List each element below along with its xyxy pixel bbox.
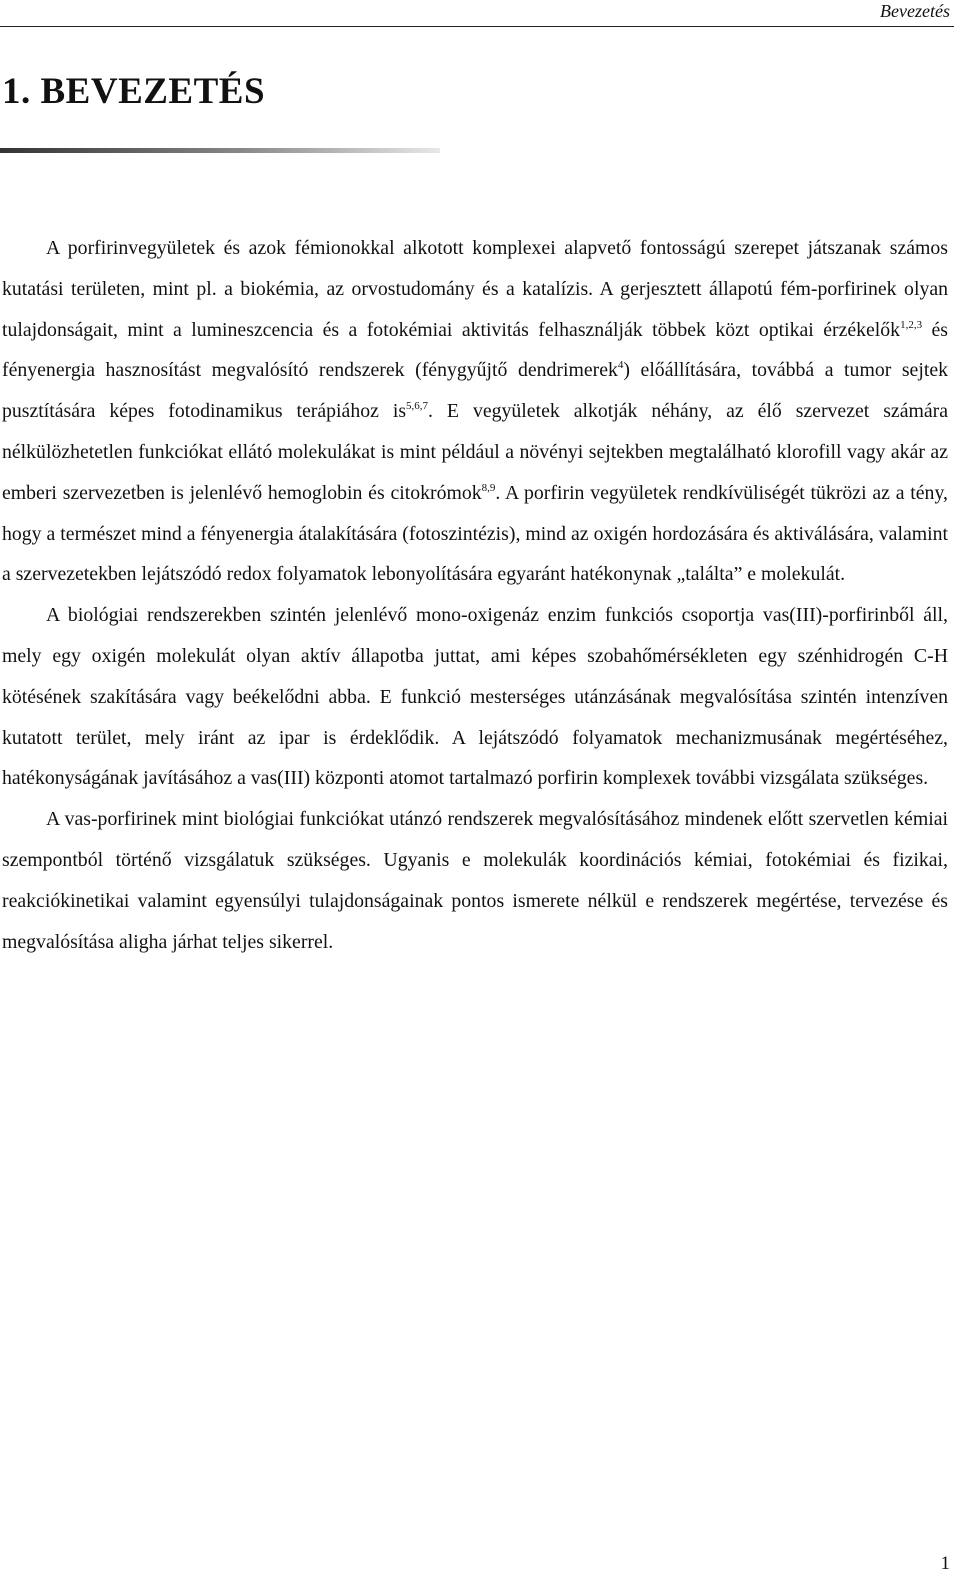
page-number: 1 <box>940 1553 950 1574</box>
chapter-title: 1. BEVEZETÉS <box>2 71 266 112</box>
text-run: . E vegyületek alkotják néhány, az élő szervezet számára nélkülözhetetlen funkciókat ellátó molekulákat is mint például a növényi sejtekben megtalálható klorofill vagy akár az emberi szervezetben is jelenlévő hemoglobin és citokrómok <box>2 400 949 504</box>
paragraph <box>2 799 948 962</box>
citation-superscript: 1,2,3 <box>900 318 923 331</box>
citation-superscript: 5,6,7 <box>406 400 429 413</box>
title-underline <box>0 148 440 153</box>
paragraph <box>2 228 948 595</box>
text-run: . A porfirin vegyületek rendkívüliségét tükrözi az a tény, hogy a természet mind a fényenergia átalakítására (fotoszintézis), mind az oxigén hordozására és aktiválására, valamint a szervezetekben lejátszódó redox folyamatok lebonyolítására egyaránt hatékonynak „találta” e molekulát. <box>2 481 948 586</box>
citation-superscript: 8,9 <box>481 481 496 494</box>
body-text <box>2 228 948 962</box>
running-header: Bevezetés <box>880 1 950 21</box>
citation-superscript: 4 <box>617 359 624 372</box>
text-run: és fényenergia hasznosítást megvalósító rendszerek (fénygyűjtő dendrimerek <box>2 318 948 382</box>
text-run: A porfirinvegyületek és azok fémionokkal alkotott komplexei alapvető fontosságú szerepet játszanak számos kutatási területen, mint pl. a biokémia, az orvostudomány és a katalízis. A gerjesztett állapotú fém-porfirinek olyan tulajdonságait, mint a lumineszcencia és a fotokémiai aktivitás felhasználják többek közt optikai érzékelők <box>2 237 948 341</box>
paragraph <box>2 595 948 799</box>
text-run: A biológiai rendszerekben szintén jelenlévő mono-oxigenáz enzim funkciós csoportja vas(III)-porfirinből áll, mely egy oxigén molekulát olyan aktív állapotba juttat, ami képes szobahőmérsékleten egy szénhidrogén C-H kötésének szakítására vagy beékelődni abba. E funkció mesterséges utánzásának megvalósítása szintén intenzíven kutatott terület, mely iránt az ipar is érdeklődik. A lejátszódó folyamatok mechanizmusának megértéséhez, hatékonyságának javításához a vas(III) központi atomot tartalmazó porfirin komplexek további vizsgálata szükséges. <box>2 604 948 790</box>
header-rule <box>0 26 954 27</box>
text-run: A vas-porfirinek mint biológiai funkciókat utánzó rendszerek megvalósításához mindenek előtt szervetlen kémiai szempontból történő vizsgálatuk szükséges. Ugyanis e molekulák koordinációs kémiai, fotokémiai és fizikai, reakciókinetikai valamint egyensúlyi tulajdonságainak pontos ismerete nélkül e rendszerek megértése, tervezése és megvalósítása aligha járhat teljes sikerrel. <box>2 808 948 953</box>
text-run: ) előállítására, továbbá a tumor sejtek pusztítására képes fotodinamikus terápiához is <box>2 359 948 423</box>
